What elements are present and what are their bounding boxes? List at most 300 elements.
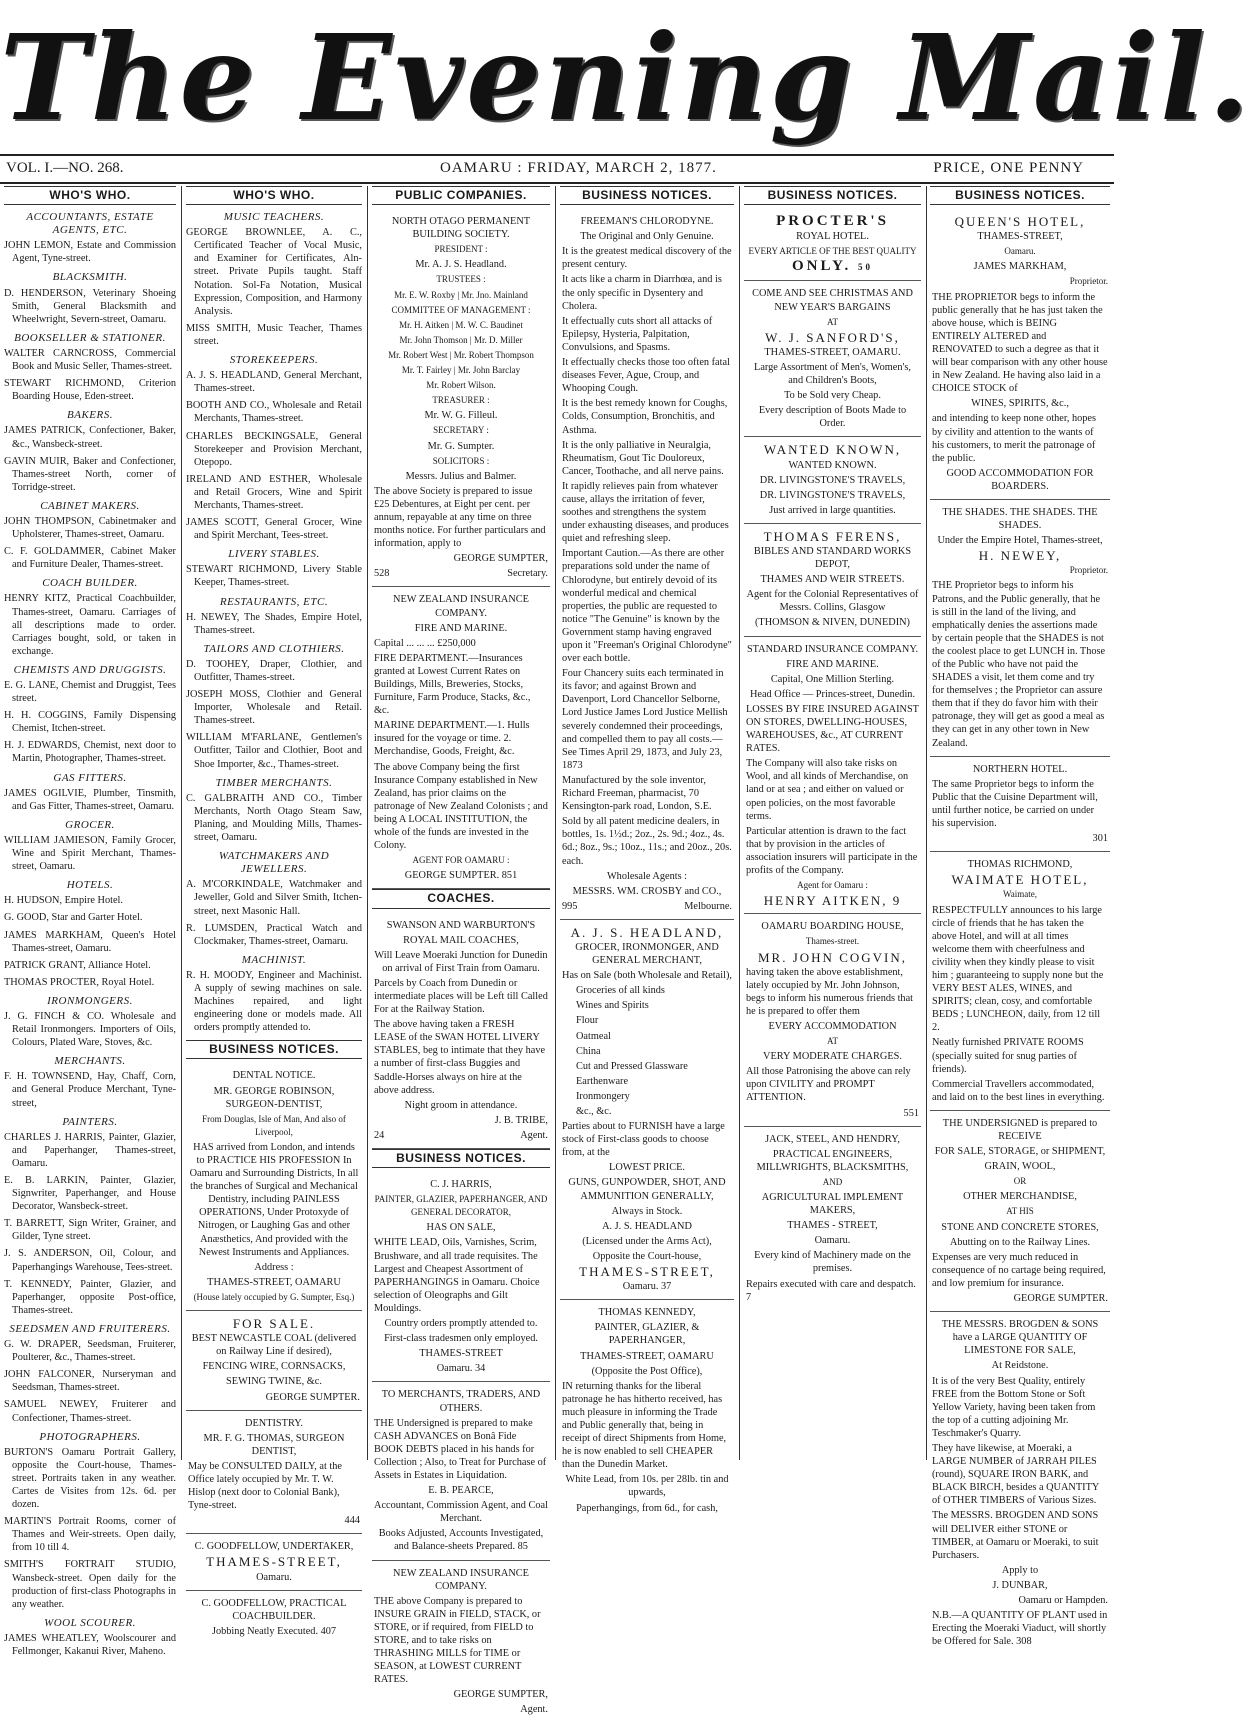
column-public-companies: [372, 186, 550, 1716]
section-title: RESTAURANTS, ETC.: [219, 595, 329, 608]
column-rule: [555, 186, 556, 1460]
ad-body-line: [188, 1625, 360, 1638]
ad-paragraph: It acts like a charm in Diarrhœa, and is the only specific in Dysentery and Cholera.: [562, 274, 722, 312]
directory-entry: MISS SMITH, Music Teacher, Thames street.: [186, 322, 362, 347]
officer-line: Mr. Robert Wilson.: [426, 380, 496, 391]
directory-entry: D. HENDERSON, Veterinary Shoeing Smith, General Blacksmith and Wheelwright, Severn-street, Oamaru.: [4, 287, 176, 325]
directory-section: [186, 850, 362, 948]
section-title: WATCHMAKERS AND JEWELLERS.: [218, 850, 330, 876]
ad-role: Secretary.: [507, 568, 548, 580]
ad-role: Agent.: [520, 1704, 548, 1716]
ad-line: Mr. A. J. S. Headland.: [415, 259, 507, 271]
coaches-ad: [372, 913, 550, 1150]
directory-entry: JAMES OGILVIE, Plumber, Tinsmith, and Gas Fitter, Thames-street, Oamaru.: [4, 787, 176, 812]
ad-title: WAIMATE HOTEL,: [951, 872, 1089, 888]
ad-line: MESSRS. WM. CROSBY and CO.,: [572, 885, 722, 897]
directory-entry: CHARLES BECKINGSALE, General Storekeeper and Provision Merchant, Otepopo.: [186, 430, 362, 468]
column-rule: [181, 186, 182, 1460]
officer-line: Mr. Robert West | Mr. Robert Thompson: [388, 349, 534, 360]
ad-title: NEW ZEALAND INSURANCE COMPANY.: [393, 594, 529, 619]
directory-section: [186, 777, 362, 844]
ad-title: FREEMAN'S CHLORODYNE.: [580, 216, 714, 228]
volume-number: VOL. I.—NO. 268.: [6, 160, 124, 176]
ad-body: THE PROPRIETOR begs to inform the public generally that he has just taken the above house, which is BEING ENTIRELY ALTERED and RENOVATED to such a degree as that it will bear comparison with any other house in New Zealand. He having also laid in a CHOICE STOCK of: [932, 291, 1108, 395]
ad-body: May be CONSULTED DAILY, at the Office lately occupied by Mr. T. W. Hislop (next door to Colonial Bank), Tyne-street.: [188, 1460, 342, 1512]
directory-entry: F. H. TOWNSEND, Hay, Chaff, Corn, and General Produce Merchant, Tyne-street,: [4, 1071, 176, 1109]
ad-body: FIRE DEPARTMENT.—Insurances granted at Lowest Current Rates on Buildings, Mills, Breweries, Stocks, Furniture, Farm Produce, Stacks, &c., &c.: [374, 652, 531, 717]
ad-agent-line: [374, 869, 548, 882]
ad-body: LOSSES BY FIRE INSURED AGAINST ON STORES, DWELLING-HOUSES, WAREHOUSES, &c., AT CURRENT RATES.: [746, 703, 919, 755]
ad-number: 308: [1016, 1636, 1032, 1648]
officer-line: COMMITTEE OF MANAGEMENT :: [391, 304, 531, 315]
ad-role: Agent.: [520, 1129, 548, 1141]
standard-insurance-ad: [744, 637, 921, 915]
masthead: [0, 0, 1252, 160]
directory-entry: JOHN FALCONER, Nurseryman and Seedsman, Thames-street.: [4, 1369, 176, 1394]
brogden-ad: [930, 1312, 1110, 1654]
ad-line: Just arrived in large quantities.: [769, 504, 896, 516]
directory-entry: JOSEPH MOSS, Clothier and General Importer, Wholesale and Retail. Thames-street.: [186, 689, 362, 727]
ad-label: TRUSTEES :: [436, 274, 486, 285]
directory-entry: G. W. DRAPER, Seedsman, Fruiterer, Poulterer, &c., Thames-street.: [4, 1339, 176, 1364]
ad-body: Parcels by Coach from Dunedin or intermediate places will be Left till Called For at the Railway Station.: [374, 977, 548, 1016]
ad-line: GRAIN, WOOL,: [984, 1161, 1056, 1173]
ad-address: THAMES-STREET, OAMARU: [580, 1350, 714, 1362]
ad-name: JAMES MARKHAM,: [973, 261, 1067, 273]
storage-ad: [930, 1111, 1110, 1312]
section-title: TIMBER MERCHANTS.: [215, 776, 333, 789]
ad-subtitle: PRACTICAL ENGINEERS, MILLWRIGHTS, BLACKSMITHS,: [756, 1148, 909, 1173]
directory-section: [4, 271, 176, 325]
directory-section: [4, 819, 176, 873]
ad-label: Address :: [254, 1261, 294, 1273]
goods-item: Oatmeal: [576, 1030, 611, 1042]
ad-line: First-class tradesmen only employed.: [384, 1333, 538, 1345]
ad-title: THOMAS KENNEDY,: [598, 1307, 696, 1319]
ad-body: Jobbing Neatly Executed.: [211, 1625, 319, 1637]
ad-title: A. J. S. HEADLAND,: [570, 924, 724, 940]
directory-sections: [4, 211, 176, 1658]
directory-entry: WILLIAM M'FARLANE, Gentlemen's Outfitter, Tailor and Clothier, Boot and Shoe Importer, &c., Thames-street.: [186, 732, 362, 770]
directory-entry: C. GALBRAITH AND CO., Timber Merchants, North Otago Steam Saw, Planing, and Moulding Mills, Thames-street, Oamaru.: [186, 792, 362, 844]
wanted-known-ad: [744, 437, 921, 523]
ad-line: (Opposite the Post Office),: [591, 1365, 703, 1377]
ad-title: WANTED KNOWN,: [763, 442, 902, 458]
issue-price: PRICE, ONE PENNY: [933, 160, 1084, 176]
section-title: MACHINIST.: [241, 953, 307, 966]
ad-body: THE Undersigned is prepared to make CASH ADVANCES on Bonâ Fide BOOK DEBTS placed in his hands for Collection ; Also, to Treat for Purchase of Assets in Estates in Liquidation.: [374, 1417, 547, 1481]
ad-title: QUEEN'S HOTEL,: [954, 214, 1086, 230]
ad-body: Large Assortment of Men's, Women's, and Children's Boots,: [754, 361, 911, 387]
ad-body: MARINE DEPARTMENT.—1. Hulls insured for the voyage or time. 2. Merchandise, Goods, Freight, &c.: [374, 720, 530, 758]
ad-role: Accountant, Commission Agent, and Coal Merchant.: [374, 1500, 548, 1525]
ad-body: Particular attention is drawn to the fact that by provision in the articles of association insurers will participate in the profits of the Company.: [746, 825, 918, 877]
directory-entry: T. BARRETT, Sign Writer, Grainer, and Gilder, Tyne street.: [4, 1218, 176, 1243]
ad-address: THAMES-STREET: [419, 1348, 503, 1360]
directory-entry: HENRY KITZ, Practical Coachbuilder, Thames-street, Oamaru. Carriages of all descriptions made to order. Carriages bought, sold, or taken in exchange.: [4, 593, 176, 657]
directory-section: [4, 1431, 176, 1611]
directory-sections: [186, 211, 362, 1034]
directory-entry: H. H. COGGINS, Family Dispensing Chemist, Itchen-street.: [4, 710, 176, 735]
headland-ad: [560, 920, 734, 1300]
jack-steel-hendry-ad: [744, 1127, 921, 1310]
goods-item: &c., &c.: [576, 1106, 612, 1117]
ad-address: THAMES-STREET,: [579, 1264, 715, 1280]
ad-address: THAMES-STREET, OAMARU.: [764, 346, 901, 358]
issue-date: OAMARU : FRIDAY, MARCH 2, 1877.: [440, 160, 717, 176]
cogvin-ad: [744, 914, 921, 1126]
ad-address: Thames-street.: [805, 936, 860, 947]
ad-line: BEST NEWCASTLE COAL (delivered on Railway Line if desired),: [191, 1333, 357, 1358]
ad-line: OR: [1013, 1176, 1027, 1187]
directory-section: [4, 772, 176, 813]
ad-line: OTHER MERCHANDISE,: [963, 1191, 1077, 1203]
ad-title: THOMAS FERENS,: [763, 528, 902, 544]
ad-subtitle: FIRE AND MARINE.: [414, 622, 508, 634]
ad-address: THAMES-STREET,: [206, 1554, 342, 1570]
directory-entry: MARTIN'S Portrait Rooms, corner of Thames and Weir-streets. Open daily, from 10 till 4.: [4, 1516, 176, 1554]
directory-entry: D. TOOHEY, Draper, Clothier, and Outfitter, Thames-street.: [186, 658, 362, 683]
ad-line: WINES, SPIRITS, &c.,: [971, 398, 1069, 410]
ad-line: Apply to: [1001, 1564, 1039, 1576]
column-heading: WHO'S WHO.: [4, 186, 176, 205]
directory-entry: J. G. FINCH & CO. Wholesale and Retail Ironmongers. Importers of Oils, Colours, Plated Ware, Stoves, &c.: [4, 1010, 176, 1049]
ad-books-line: [374, 1527, 548, 1553]
ad-label: AGENT FOR OAMARU :: [412, 855, 510, 866]
ad-signature: J. B. TRIBE,: [494, 1114, 548, 1126]
ad-body: The MESSRS. BROGDEN AND SONS will DELIVER either STONE or TIMBER, at Oamaru or Moeraki, to suit Purchasers.: [932, 1510, 1099, 1561]
ad-paragraph: It is the greatest medical discovery of the present century.: [562, 246, 732, 271]
ad-title: STANDARD INSURANCE COMPANY.: [746, 643, 919, 655]
ad-body: Repairs executed with care and despatch.: [746, 1278, 916, 1290]
ad-line: SEWING TWINE, &c.: [226, 1376, 322, 1388]
ad-town: Oamaru.: [814, 1235, 851, 1247]
ad-line: LOWEST PRICE.: [609, 1162, 685, 1174]
directory-entry: JAMES WHEATLEY, Woolscourer and Fellmonger, Kakanui River, Maheno.: [4, 1632, 176, 1657]
directory-entry: WALTER CARNCROSS, Commercial Book and Music Seller, Thames-street.: [4, 347, 176, 373]
ad-line: GUNS, GUNPOWDER, SHOT, AND AMMUNITION GENERALLY,: [568, 1177, 726, 1202]
ad-title: THE UNDERSIGNED is prepared to RECEIVE: [942, 1117, 1098, 1142]
ad-body: Commercial Travellers accommodated, and laid on to the best lines in everything.: [932, 1078, 1105, 1103]
ad-body: Agent for the Colonial Representatives of Messrs. Collins, Glasgow: [746, 589, 919, 614]
ad-town: Oamaru.: [1004, 246, 1036, 257]
ad-signature: GEORGE SUMPTER.: [265, 1391, 360, 1403]
ad-signature: HENRY AITKEN,: [763, 893, 888, 909]
ad-body: and intending to keep none other, hopes by civility and attention to the wants of his customers, to merit the patronage of the public.: [932, 413, 1097, 464]
section-title: BLACKSMITH.: [52, 271, 128, 284]
business-notices-heading: BUSINESS NOTICES.: [186, 1040, 362, 1059]
ad-subtitle: BIBLES AND STANDARD WORKS DEPOT,: [753, 545, 912, 571]
ad-number: 407: [320, 1625, 337, 1637]
ad-title: OAMARU BOARDING HOUSE,: [761, 921, 904, 933]
ad-title: TO MERCHANTS, TRADERS, AND OTHERS.: [381, 1389, 541, 1414]
directory-entry: E. B. LARKIN, Painter, Glazier, Signwriter, Paperhanger, and House Decorator, Wansbeck-street.: [4, 1175, 176, 1213]
dentistry-ad: [186, 1411, 362, 1535]
directory-entry: T. KENNEDY, Painter, Glazier, and Paperhanger, opposite Post-office, Thames-street.: [4, 1278, 176, 1316]
ad-line: To be Sold very Cheap.: [784, 390, 881, 402]
chlorodyne-ad: [560, 209, 734, 920]
goods-item: Groceries of all kinds: [576, 985, 665, 997]
ad-emphasis: ONLY.: [791, 258, 852, 275]
ad-line: Mr. W. G. Filleul.: [424, 410, 498, 422]
ad-body: having taken the above establishment, lately occupied by Mr. John Johnson, begs to inform his numerous friends that he is prepared to offer them: [746, 966, 914, 1017]
ad-line: AT: [827, 1036, 838, 1047]
newspaper-title: The Evening Mail.: [0, 8, 1252, 147]
ad-name: MR. JOHN COGVIN,: [757, 949, 907, 965]
ad-signature: GEORGE SUMPTER,: [453, 1689, 548, 1701]
directory-entry: STEWART RICHMOND, Livery Stable Keeper, Thames-street.: [186, 564, 362, 589]
ad-town-line: [562, 1280, 732, 1293]
column-heading: PUBLIC COMPANIES.: [372, 186, 550, 205]
dateline: [0, 156, 1114, 182]
ad-title: C. GOODFELLOW, UNDERTAKER,: [194, 1541, 354, 1553]
ad-paragraphs: [562, 245, 732, 867]
directory-entry: R. LUMSDEN, Practical Watch and Clockmaker, Thames-street, Oamaru.: [186, 922, 362, 947]
column-rule: [367, 186, 368, 1460]
section-title: HOTELS.: [66, 879, 114, 892]
ad-body: All those Patronising the above can rely upon CIVILITY and PROMPT ATTENTION.: [746, 1066, 911, 1104]
shades-ad: [930, 500, 1110, 757]
directory-section: [186, 211, 362, 348]
directory-entry: WILLIAM JAMIESON, Family Grocer, Wine and Spirit Merchant, Thames-street, Oamaru.: [4, 834, 176, 873]
ad-title: NORTHERN HOTEL.: [972, 763, 1068, 775]
ad-line: Messrs. Julius and Balmer.: [405, 470, 517, 482]
ad-body: The same Proprietor begs to inform the Public that the Cuisine Department will, until further notice, be carried on under his supervision.: [932, 778, 1098, 830]
directory-section: [4, 211, 176, 265]
directory-entry: R. H. MOODY, Engineer and Machinist. A supply of sewing machines on sale. Machines repaired, and light engineering done or models made. All orders promptly attended to.: [186, 969, 362, 1034]
ad-town: Oamaru or Hampden.: [1018, 1595, 1108, 1606]
ad-name: E. B. PEARCE,: [428, 1485, 494, 1497]
directory-entry: PATRICK GRANT, Alliance Hotel.: [4, 959, 151, 971]
ad-address: THAMES-STREET, OAMARU: [207, 1276, 341, 1288]
ad-line: FENCING WIRE, CORNSACKS,: [202, 1361, 346, 1373]
section-title: TAILORS AND CLOTHIERS.: [203, 642, 345, 655]
directory-entry: STEWART RICHMOND, Criterion Boarding House, Eden-street.: [4, 378, 176, 403]
ad-line: AT HIS: [1006, 1206, 1034, 1217]
ad-body: Books Adjusted, Accounts Investigated, and Balance-sheets Prepared.: [378, 1528, 544, 1553]
kennedy-ad: [560, 1300, 734, 1520]
ad-signature: GEORGE SUMPTER.: [1013, 1293, 1108, 1305]
directory-section: [4, 409, 176, 494]
ad-line: AND: [822, 1176, 843, 1187]
ad-number: 851: [501, 870, 518, 882]
directory-entry: J. S. ANDERSON, Oil, Colour, and Paperhangings Warehouse, Tees-street.: [4, 1248, 176, 1273]
ad-subtitle: GROCER, IRONMONGER, AND GENERAL MERCHANT,: [575, 941, 719, 967]
ad-line: At Reidstone.: [991, 1360, 1049, 1372]
ad-footer: [746, 1278, 919, 1304]
ad-number: 9: [892, 893, 902, 909]
ad-number: 34: [475, 1363, 486, 1375]
directory-section: [4, 1116, 176, 1317]
ad-body: Parties about to FURNISH have a large stock of First-class goods to choose from, at the: [562, 1121, 725, 1159]
directory-entry: BURTON'S Oamaru Portrait Gallery, opposite the Court-house, Thames-street. Portraits taken in any weather. Cartes de Visites from 12s. 6d. per dozen.: [4, 1446, 176, 1511]
directory-entry: SMITH'S FORTRAIT STUDIO, Wansbeck-street. Open daily for the production of first-class Photographs in any weather.: [4, 1559, 176, 1610]
ad-title: SWANSON AND WARBURTON'S: [386, 919, 536, 931]
column-heading: WHO'S WHO.: [186, 186, 362, 205]
ad-subtitle: PAINTER, GLAZIER, PAPERHANGER, AND GENERAL DECORATOR,: [374, 1194, 548, 1218]
ad-paragraph: It effectually checks those too often fatal diseases Fever, Ague, Croup, and Whooping Cough.: [562, 357, 730, 395]
ad-town-line: [374, 1362, 548, 1375]
queens-hotel-ad: [930, 209, 1110, 500]
section-title: BOOKSELLER & STATIONER.: [14, 331, 166, 344]
ad-line: Abutting on to the Railway Lines.: [949, 1236, 1091, 1248]
ad-line: White Lead, from 10s. per 28lb. tin and upwards,: [565, 1474, 729, 1499]
section-title: CABINET MAKERS.: [40, 499, 140, 512]
ad-line: Under the Empire Hotel, Thames-street,: [937, 535, 1103, 547]
harris-ad: [372, 1172, 550, 1382]
ad-label: Wholesale Agents :: [606, 870, 688, 882]
ad-body: Expenses are very much reduced in consequence of no cartage being required, and low premium for insurance.: [932, 1251, 1106, 1289]
business-notices-heading: BUSINESS NOTICES.: [372, 1149, 550, 1168]
directory-section: [4, 995, 176, 1049]
ad-body: The above having taken a FRESH LEASE of the SWAN HOTEL LIVERY STABLES, beg to intimate that they have a number of first-class Buggies and Saddle-Horses always on hire at the above address.: [374, 1019, 546, 1096]
ad-title: W. J. SANFORD'S,: [765, 329, 900, 345]
ad-agent-line: [746, 894, 919, 907]
goods-list: [562, 984, 732, 1118]
ad-line: Country orders promptly attended to.: [384, 1318, 538, 1330]
column-heading: BUSINESS NOTICES.: [930, 186, 1110, 205]
ad-body: Neatly furnished PRIVATE ROOMS (specially suited for snug parties of friends).: [932, 1037, 1084, 1075]
directory-entry: GAVIN MUIR, Baker and Confectioner, Thames-street North, corner of Torridge-street.: [4, 455, 176, 493]
directory-entry: THOMAS PROCTER, Royal Hotel.: [4, 976, 155, 988]
ad-line: Paperhangings, from 6d., for cash,: [576, 1502, 718, 1514]
ad-note: (House lately occupied by G. Sumpter, Esq.): [193, 1291, 355, 1302]
ad-subtitle: ROYAL MAIL COACHES,: [403, 934, 519, 946]
waimate-hotel-ad: [930, 852, 1110, 1111]
ad-line: (Licensed under the Arms Act),: [582, 1235, 712, 1247]
ad-signature: GEORGE SUMPTER,: [453, 553, 548, 565]
ad-town: Melbourne.: [684, 900, 732, 912]
ad-line: Mr. G. Sumpter.: [427, 440, 495, 452]
ad-line: (THOMSON & NIVEN, DUNEDIN): [754, 617, 910, 629]
ad-line: DR. LIVINGSTONE'S TRAVELS,: [759, 474, 906, 486]
ad-line: Always in Stock.: [611, 1205, 683, 1217]
section-title: WOOL SCOURER.: [44, 1616, 136, 1629]
ad-line: Every description of Boots Made to Order.: [758, 405, 907, 430]
directory-entry: H. NEWEY, The Shades, Empire Hotel, Thames-street.: [186, 611, 362, 636]
directory-entry: JAMES SCOTT, General Grocer, Wine and Spirit Merchant, Tees-street.: [186, 517, 362, 542]
ad-label: SOLICITORS :: [432, 455, 490, 466]
ad-name: A. J. S. HEADLAND: [602, 1220, 692, 1232]
section-title: SEEDSMEN AND FRUITERERS.: [9, 1322, 171, 1335]
ad-name: THOMAS RICHMOND,: [967, 859, 1073, 871]
section-title: IRONMONGERS.: [47, 994, 133, 1007]
ad-body: RESPECTFULLY announces to his large circle of friends that he has taken the above Hotel, and will at all times welcome them with cheerfulness and civility when they kindly please to visit him ; guaranteeing to supply none but the VERY BEST ALES, WINES, and SPIRITS; clean, cosy, and comfortable BEDS ; LUNCHEON, daily, from 12 till 2.: [932, 904, 1104, 1034]
ad-line: Opposite the Court-house,: [592, 1250, 702, 1262]
ad-town: Oamaru.: [622, 1281, 659, 1293]
ad-footer: [374, 567, 548, 580]
directory-entry: E. G. LANE, Chemist and Druggist, Tees street.: [4, 680, 176, 705]
ad-title: THE MESSRS. BROGDEN & SONS have a LARGE QUANTITY OF LIMESTONE FOR SALE,: [941, 1319, 1099, 1357]
section-title: MERCHANTS.: [54, 1055, 126, 1068]
coachbuilder-ad: [186, 1591, 362, 1644]
directory-section: [186, 548, 362, 589]
ad-line: STONE AND CONCRETE STORES,: [941, 1221, 1099, 1233]
coaches-heading: COACHES.: [372, 889, 550, 908]
directory-section: [186, 954, 362, 1035]
ad-line: Capital, One Million Sterling.: [770, 673, 895, 685]
ad-line: Has on Sale (both Wholesale and Retail),: [562, 970, 732, 982]
directory-section: [186, 643, 362, 771]
column-whos-who-1: [4, 186, 176, 1657]
directory-entry: H. HUDSON, Empire Hotel.: [4, 895, 123, 907]
ad-label: SECRETARY :: [433, 425, 489, 436]
ad-line: EVERY ACCOMMODATION: [768, 1020, 897, 1032]
ad-role: Proprietor.: [1069, 276, 1108, 287]
ad-signature: GEORGE SUMPTER.: [404, 870, 500, 882]
ad-body: It is of the very Best Quality, entirely FREE from the Bottom Stone or Soft Yellow Variety, having been taken from the top of a cutting adjoining Mr. Teschmaker's Quarry.: [932, 1375, 1096, 1439]
section-title: COACH BUILDER.: [42, 577, 138, 590]
ad-subtitle: WANTED KNOWN.: [788, 459, 877, 471]
ad-label: DENTAL NOTICE.: [232, 1070, 316, 1082]
ad-footer: [562, 900, 732, 913]
directory-entry: GEORGE BROWNLEE, A. C., Certificated Teacher of Vocal Music, and Examiner for Certificates, Aln-street. Private Pupils taught. Staff Notation. Sol-Fa Notation, Musical Expression, Composition, and Harmony Analysis.: [186, 227, 362, 317]
ad-line: Capital ... ... ... £250,000: [374, 637, 476, 649]
ad-number: 50: [858, 262, 874, 273]
ad-number: 301: [1092, 833, 1108, 845]
ad-name: MR. GEORGE ROBINSON, SURGEON-DENTIST,: [213, 1085, 335, 1110]
ad-title: NEW ZEALAND INSURANCE COMPANY.: [393, 1567, 529, 1592]
directory-entry: JAMES MARKHAM, Queen's Hotel Thames-street, Oamaru.: [4, 929, 176, 954]
directory-section: [4, 1617, 176, 1658]
section-title: GROCER.: [65, 818, 115, 831]
ad-number: 37: [661, 1281, 672, 1293]
ad-body: The above Company being the first Insurance Company established in New Zealand, has prior claims on the patronage of New Zealand Colonists ; and being A LOCAL INSTITUTION, the whole of the funds are invested in the Colony.: [374, 761, 548, 852]
goods-item: Cut and Pressed Glassware: [576, 1060, 688, 1072]
ad-footer: [374, 1129, 548, 1142]
column-heading: BUSINESS NOTICES.: [560, 186, 734, 205]
ad-line: EVERY ARTICLE OF THE BEST QUALITY: [748, 246, 917, 257]
directory-section: [4, 332, 176, 403]
ad-signature: J. DUNBAR,: [992, 1579, 1048, 1591]
directory-entry: H. J. EDWARDS, Chemist, next door to Martin, Photographer, Thames-street.: [4, 740, 176, 765]
directory-section: [4, 664, 176, 766]
ad-town: Waimate,: [1002, 889, 1037, 900]
goods-item: Flour: [576, 1015, 599, 1027]
ad-title: THE SHADES. THE SHADES. THE SHADES.: [942, 506, 1098, 532]
dental-notice-ad: [186, 1063, 362, 1311]
directory-entry: A. M'CORKINDALE, Watchmaker and Jeweller, Gold and Silver Smith, Itchen-street, next Masonic Hall.: [186, 879, 362, 917]
directory-entry: SAMUEL NEWEY, Fruiterer and Confectioner, Thames-street.: [4, 1399, 176, 1424]
ad-line: DR. LIVINGSTONE'S TRAVELS,: [759, 489, 906, 501]
for-sale-ad: [186, 1311, 362, 1411]
ad-title: C. J. HARRIS,: [430, 1179, 492, 1191]
ad-number: 995: [562, 900, 578, 912]
directory-section: [186, 596, 362, 637]
column-business-notices-3: [930, 186, 1110, 1648]
ad-body: Every kind of Machinery made on the premises.: [754, 1250, 911, 1275]
section-title: STOREKEEPERS.: [229, 354, 319, 367]
ad-title: PROCTER'S: [776, 213, 889, 230]
section-title: PAINTERS.: [62, 1115, 118, 1128]
ad-line: Night groom in attendance.: [404, 1099, 518, 1111]
ad-town: Oamaru.: [436, 1363, 473, 1375]
column-business-notices-1: [560, 186, 734, 1514]
ad-address: THAMES-STREET,: [977, 231, 1063, 243]
ad-subtitle: PAINTER, GLAZIER, & PAPERHANGER,: [594, 1322, 700, 1347]
nz-insurance-ad: [372, 587, 550, 889]
pearce-ad: [372, 1382, 550, 1560]
ad-label: Agent for Oamaru :: [797, 880, 868, 891]
ad-body: HAS arrived from London, and intends to PRACTICE HIS PROFESSION In Oamaru and Surrounding Districts, In all the branches of Surgical and Mechanical Dentistry, including PAINLESS OPERATIONS, Under Protoxyde of Nitrogen, or Laughing Gas and other Anæsthetics, And provided with the Newest Instruments and Appliances.: [189, 1141, 359, 1258]
ad-address: THAMES - STREET,: [787, 1220, 878, 1232]
section-title: MUSIC TEACHERS.: [223, 211, 325, 224]
column-whos-who-2: [186, 186, 362, 1637]
goods-item: Earthenware: [576, 1075, 629, 1087]
directory-section: [4, 879, 176, 989]
ad-number: 85: [517, 1541, 528, 1553]
goods-item: China: [576, 1045, 601, 1057]
